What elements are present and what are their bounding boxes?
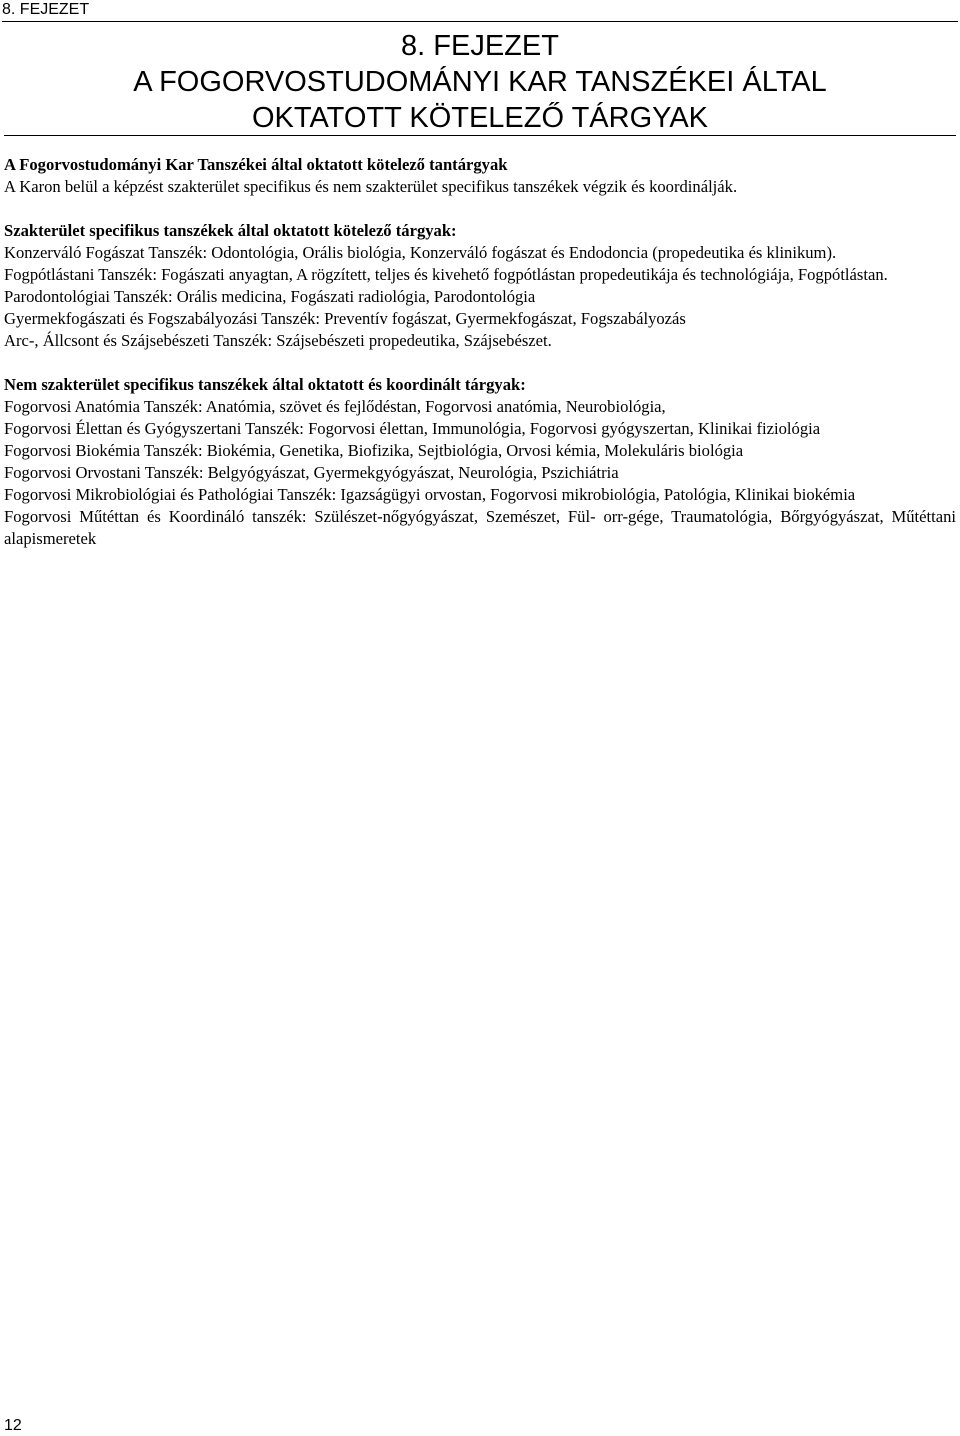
non-specific-item: Fogorvosi Anatómia Tanszék: Anatómia, szövet és fejlődéstan, Fogorvosi anatómia, Neurobiológia,	[4, 397, 666, 416]
chapter-title	[0, 28, 960, 136]
running-header-title: 8. FEJEZET	[2, 1, 90, 18]
specific-item: Arc-, Állcsont és Szájsebészeti Tanszék: Szájsebészeti propedeutika, Szájsebészet.	[4, 331, 552, 350]
specific-item: Konzerváló Fogászat Tanszék: Odontológia, Orális biológia, Konzerváló fogászat és Endodoncia (propedeutika és klinikum).	[4, 243, 837, 262]
non-specific-item: Fogorvosi Műtéttan és Koordináló tanszék: Szülészet-nőgyógyászat, Szemészet, Fül- orr-gége, Traumatológia, Bőrgyógyászat, Műtéttani alapismeretek	[4, 507, 956, 548]
title-divider	[4, 135, 956, 136]
chapter-title-line-1: 8. FEJEZET	[401, 30, 559, 62]
document-body	[4, 154, 956, 550]
specific-heading: Szakterület specifikus tanszékek által oktatott kötelező tárgyak:	[4, 221, 457, 240]
non-specific-item: Fogorvosi Élettan és Gyógyszertani Tanszék: Fogorvosi élettan, Immunológia, Fogorvosi gyógyszertan, Klinikai fiziológia	[4, 419, 821, 438]
spacer	[4, 198, 956, 220]
spacer	[4, 352, 956, 374]
specific-item: Parodontológiai Tanszék: Orális medicina, Fogászati radiológia, Parodontológia	[4, 287, 536, 306]
non-specific-item: Fogorvosi Orvostani Tanszék: Belgyógyászat, Gyermekgyógyászat, Neurológia, Pszichiátria	[4, 463, 619, 482]
page-number: 12	[4, 1417, 22, 1434]
intro-heading: A Fogorvostudományi Kar Tanszékei által oktatott kötelező tantárgyak	[4, 155, 508, 174]
chapter-title-line-3: OKTATOTT KÖTELEZŐ TÁRGYAK	[251, 102, 709, 134]
specific-item: Gyermekfogászati és Fogszabályozási Tanszék: Preventív fogászat, Gyermekfogászat, Fogszabályozás	[4, 309, 686, 328]
chapter-title-line-2: A FOGORVOSTUDOMÁNYI KAR TANSZÉKEI ÁLTAL	[133, 66, 827, 98]
intro-text: A Karon belül a képzést szakterület specifikus és nem szakterület specifikus tanszékek végzik és koordinálják.	[4, 177, 738, 196]
non-specific-item: Fogorvosi Biokémia Tanszék: Biokémia, Genetika, Biofizika, Sejtbiológia, Orvosi kémia, Molekuláris biológia	[4, 441, 744, 460]
non-specific-heading: Nem szakterület specifikus tanszékek által oktatott és koordinált tárgyak:	[4, 375, 526, 394]
specific-item: Fogpótlástani Tanszék: Fogászati anyagtan, A rögzített, teljes és kivehető fogpótlástan propedeutikája és technológiája, Fogpótlástan.	[4, 265, 888, 284]
running-header	[2, 0, 958, 22]
non-specific-item: Fogorvosi Mikrobiológiai és Pathológiai Tanszék: Igazságügyi orvostan, Fogorvosi mikrobiológia, Patológia, Klinikai biokémia	[4, 485, 856, 504]
